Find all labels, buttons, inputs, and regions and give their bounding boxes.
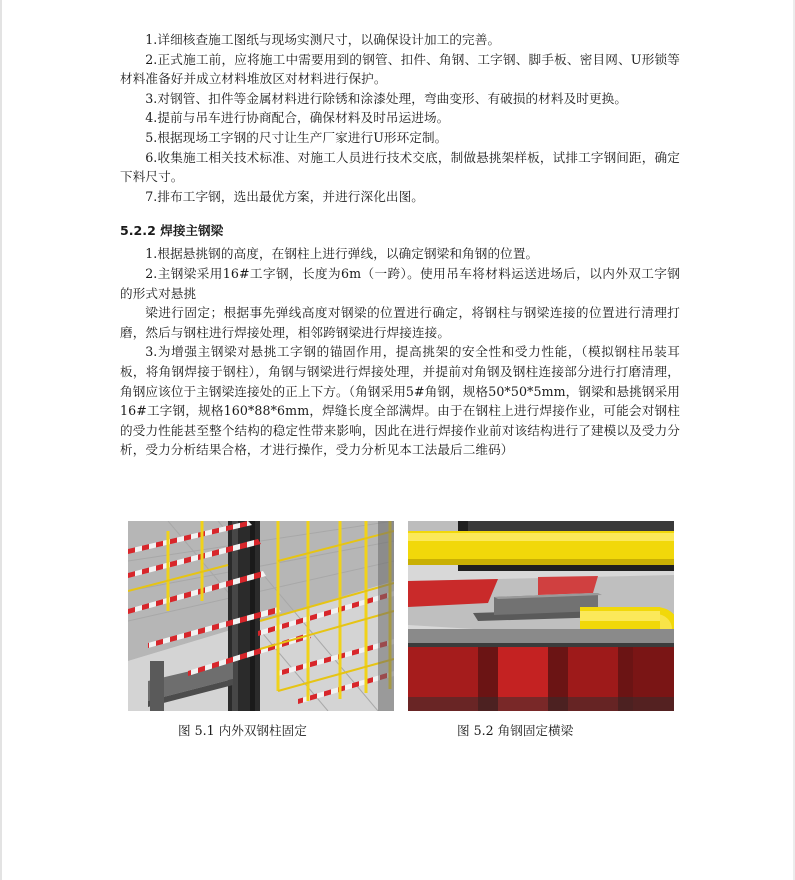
section-paragraph-3: 梁进行固定；根据事先弹线高度对钢梁的位置进行确定，将钢柱与钢梁连接的位置进行清理打磨，然后与钢柱进行焊接处理，相邻跨钢梁进行焊接连接。 <box>120 305 680 340</box>
intro-item-7: 7.排布工字钢，选出最优方案，并进行深化出图。 <box>145 188 424 204</box>
figure-row <box>128 521 674 713</box>
figure-steel-column-render <box>128 521 394 711</box>
figure-angle-steel-render <box>408 521 674 711</box>
section-paragraph-1: 1.根据悬挑钢的高度，在钢柱上进行弹线，以确定钢梁和角钢的位置。 <box>145 246 539 262</box>
section-paragraph-4: 3.为增强主钢梁对悬挑工字钢的锚固作用，提高挑架的安全性和受力性能，（模拟钢柱吊装耳板，将角钢焊接于钢柱），角钢与钢梁进行焊接处理，并提前对角钢及钢柱连接部分进行打磨清理，角钢应该位于主钢梁连接处的正上下方。（角钢采用5#角钢，规格50*50*5mm，钢梁和悬挑钢采用16#工字钢，规格160*88*6mm，焊缝长度全部满焊。由于在钢柱上进行焊接作业，可能会对钢柱的受力性能甚至整个结构的稳定性带来影响，因此在进行焊接作业前对该结构进行了建模以及受力分析，受力分析结果合格，才进行操作，受力分析见本工法最后二维码） <box>120 344 680 458</box>
page-edge-left <box>0 0 2 880</box>
intro-item-5: 5.根据现场工字钢的尺寸让生产厂家进行U形环定制。 <box>145 129 448 145</box>
document-body <box>120 30 680 460</box>
intro-item-1: 1.详细核查施工图纸与现场实测尺寸，以确保设计加工的完善。 <box>145 32 501 47</box>
section-heading: 5.2.2 焊接主钢梁 <box>120 223 224 239</box>
figure-caption-2: 图 5.2 角钢固定横梁 <box>457 723 574 738</box>
intro-item-3: 3.对钢管、扣件等金属材料进行除锈和涂漆处理，弯曲变形、有破损的材料及时更换。 <box>145 90 628 106</box>
figure-caption-1: 图 5.1 内外双钢柱固定 <box>178 723 307 738</box>
intro-item-4: 4.提前与吊车进行协商配合，确保材料及时吊运进场。 <box>145 110 450 126</box>
intro-item-2: 2.正式施工前，应将施工中需要用到的钢管、扣件、角钢、工字钢、脚手板、密目网、U形锁等材料准备好并成立材料堆放区对材料进行保护。 <box>120 51 680 87</box>
section-paragraph-2: 2.主钢梁采用16#工字钢，长度为6m（一跨）。使用吊车将材料运送进场后，以内外双工字钢的形式对悬挑 <box>120 265 680 301</box>
intro-item-6: 6.收集施工相关技术标准、对施工人员进行技术交底，制做悬挑架样板，试排工字钢间距，确定下料尺寸。 <box>120 149 680 185</box>
